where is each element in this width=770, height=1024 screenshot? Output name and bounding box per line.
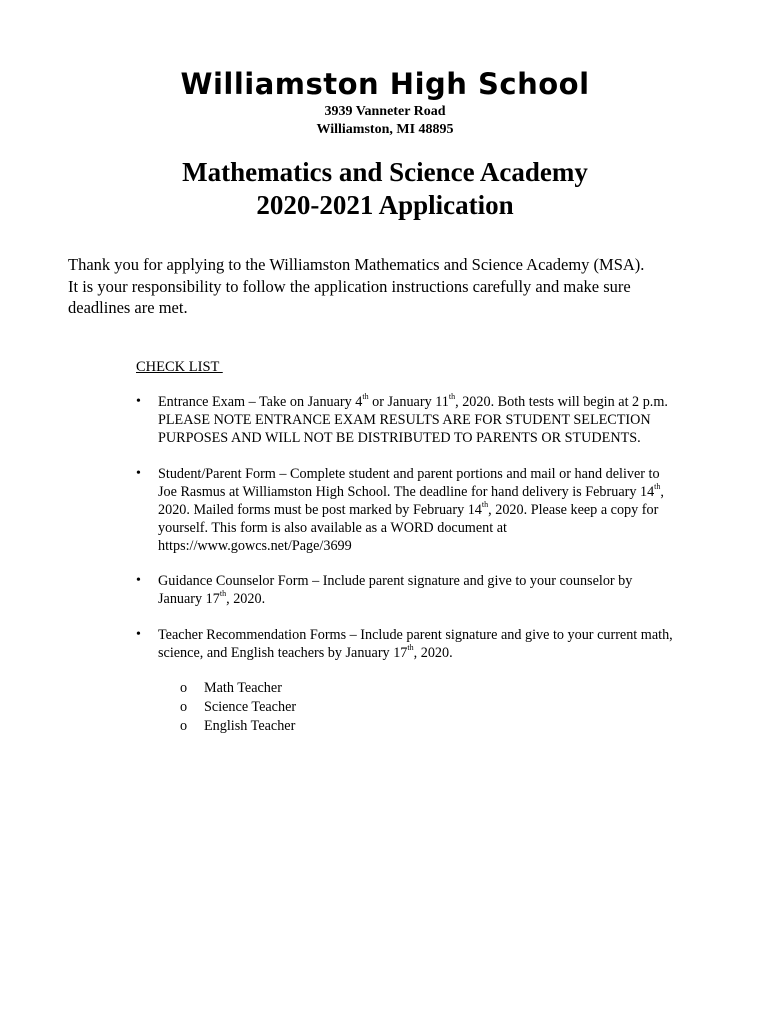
item-line: Student/Parent Form – Complete student and parent portions and mail or hand deliver to	[158, 466, 660, 482]
intro-paragraph	[68, 254, 708, 319]
item-line: yourself. This form is also available as a WORD document at	[158, 520, 507, 536]
address-line-2: Williamston, MI 48895	[316, 122, 454, 137]
sub-item-science-teacher: o Science Teacher	[180, 699, 297, 715]
item-line: PURPOSES AND WILL NOT BE DISTRIBUTED TO PARENTS OR STUDENTS.	[158, 430, 641, 446]
circle-bullet-icon: o	[180, 718, 188, 734]
bullet-icon: •	[136, 573, 141, 588]
item-line: January 17th, 2020.	[158, 589, 266, 607]
item-line: science, and English teachers by January 17th, 2020.	[158, 643, 453, 661]
bullet-icon: •	[136, 394, 141, 409]
form-url-link[interactable]: https://www.gowcs.net/Page/3699	[158, 538, 352, 554]
item-line: Joe Rasmus at Williamston High School. The deadline for hand delivery is February 14th,	[158, 482, 664, 500]
school-name: Williamston High School	[180, 67, 590, 101]
item-line: Teacher Recommendation Forms – Include parent signature and give to your current math,	[158, 627, 673, 643]
address-line-1: 3939 Vanneter Road	[324, 104, 446, 119]
item-line: PLEASE NOTE ENTRANCE EXAM RESULTS ARE FOR STUDENT SELECTION	[158, 412, 651, 428]
item-line: Guidance Counselor Form – Include parent signature and give to your counselor by	[158, 573, 633, 589]
sub-item-math-teacher: o Math Teacher	[180, 680, 282, 696]
circle-bullet-icon: o	[180, 680, 188, 696]
intro-line-3: deadlines are met.	[68, 298, 188, 317]
application-year-title: 2020-2021 Application	[256, 190, 514, 220]
bullet-icon: •	[136, 466, 141, 481]
item-line: Entrance Exam – Take on January 4th or January 11th, 2020. Both tests will begin at 2 p.m.	[158, 392, 668, 410]
academy-title: Mathematics and Science Academy	[182, 157, 588, 187]
intro-line-1: Thank you for applying to the Williamston Mathematics and Science Academy (MSA).	[68, 255, 645, 274]
intro-line-2: It is your responsibility to follow the application instructions carefully and make sure	[68, 276, 631, 296]
bullet-icon: •	[136, 627, 141, 642]
checklist-heading: CHECK LIST	[136, 359, 223, 375]
item-line: 2020. Mailed forms must be post marked by February 14th, 2020. Please keep a copy for	[158, 500, 659, 518]
sub-item-english-teacher: o English Teacher	[180, 718, 296, 734]
circle-bullet-icon: o	[180, 699, 188, 715]
